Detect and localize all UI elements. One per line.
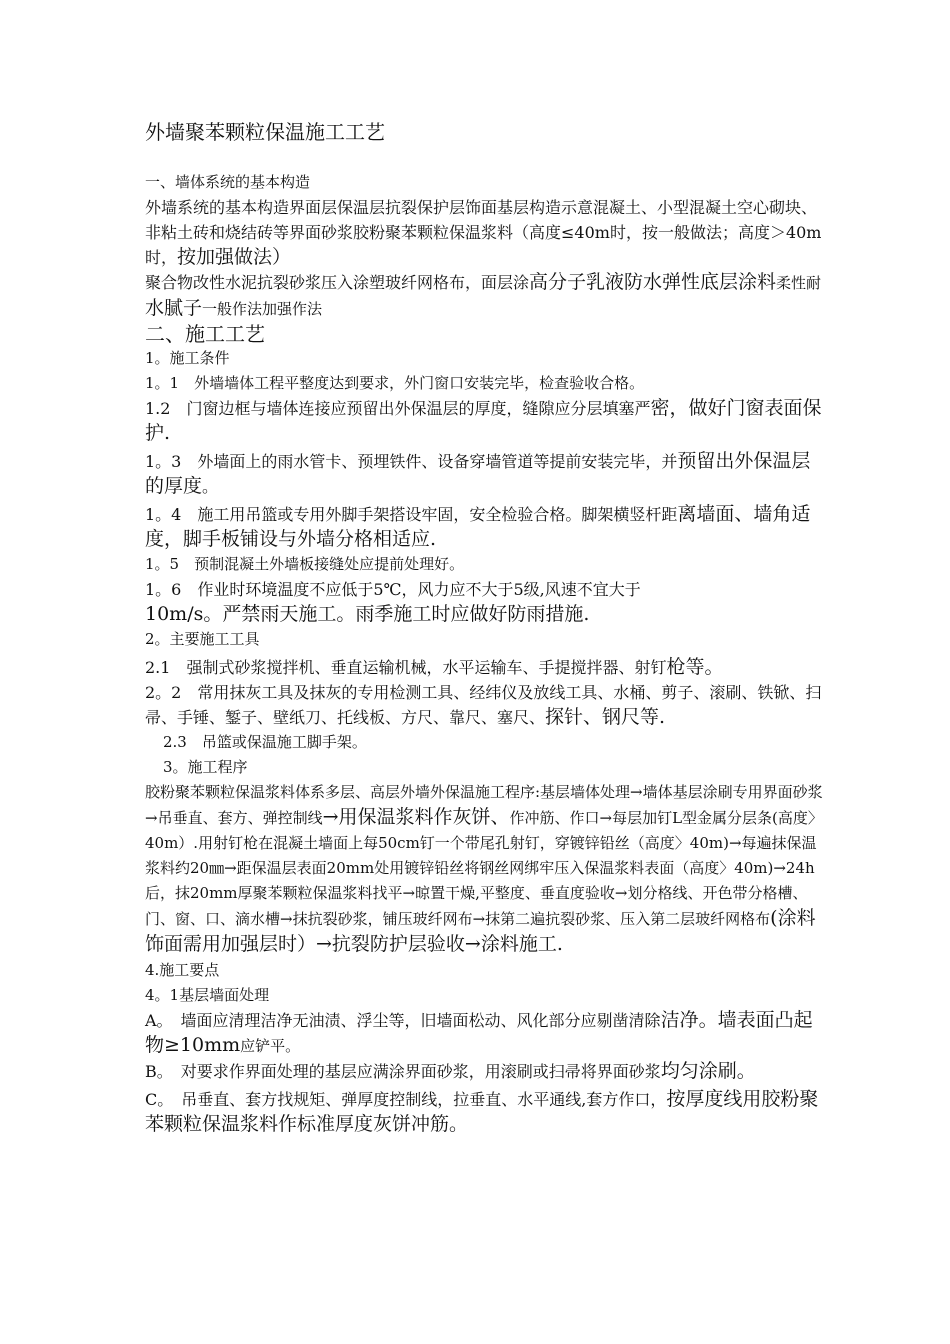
item-1-4: 1。4 施工用吊篮或专用外脚手架搭设牢固，安全检验合格。脚架横竖杆距离墙面、墙角适度，脚手板铺设与外墙分格相适应. — [145, 503, 811, 550]
subsection-2-heading: 2。主要施工工具 — [145, 630, 260, 648]
document-page — [145, 118, 825, 1137]
item-2-2: 2。2 常用抹灰工具及抹灰的专用检测工具、经纬仪及放线工具、水桶、剪子、滚刷、铁锨、扫帚、手锤、錾子、壁纸刀、托线板、方尺、靠尺、塞尺、探针、钢尺等. — [145, 683, 822, 728]
section-1-heading: 一、墙体系统的基本构造 — [145, 173, 311, 191]
section-1-paragraph-1: 外墙系统的基本构造界面层保温层抗裂保护层饰面基层构造示意混凝土、小型混凝土空心砌块、非粘土砖和烧结砖等界面砂浆胶粉聚苯颗粒保温浆料（高度≤40m时，按一般做法；高度＞40m时，按加强做法） — [145, 198, 822, 268]
item-b: B。 对要求作界面处理的基层应满涂界面砂浆，用滚刷或扫帚将界面砂浆均匀涂刷。 — [145, 1060, 756, 1082]
item-1-6: 1。6 作业时环境温度不应低于5℃，风力应不大于5级,风速不宜大于 10m/s。严禁雨天施工。雨季施工时应做好防雨措施. — [145, 580, 641, 625]
item-c: C。 吊垂直、套方找规矩、弹厚度控制线，拉垂直、水平通线,套方作口，按厚度线用胶粉聚苯颗粒保温浆料作标准厚度灰饼冲筋。 — [145, 1088, 819, 1135]
procedure-paragraph: 胶粉聚苯颗粒保温浆料体系多层、高层外墙外保温施工程序:基层墙体处理→墙体基层涂刷专用界面砂浆→吊垂直、套方、弹控制线→用保温浆料作灰饼、作冲筋、作口→每层加钉L型金属分层条(高度〉40m）.用射钉枪在混凝土墙面上每50cm钉一个带尾孔射钉，穿镀锌铅丝（高度〉40m)→每遍抹保温浆料约20㎜→距保温层表面20mm处用镀锌铅丝将钢丝网绑牢压入保温浆料表面（高度〉40m)→24h后，抹20mm厚聚苯颗粒保温浆料找平→晾置干燥,平整度、垂直度验收→划分格线、开色带分格槽、门、窗、口、滴水槽→抹抗裂砂浆，铺压玻纤网布→抹第二遍抗裂砂浆、压入第二层玻纤网格布(涂料饰面需用加强层时）→抗裂防护层验收→涂料施工. — [145, 783, 823, 955]
subsection-1-heading: 1。施工条件 — [145, 349, 230, 367]
item-1-3: 1。3 外墙面上的雨水管卡、预埋铁件、设备穿墙管道等提前安装完毕，并预留出外保温层的厚度。 — [145, 450, 811, 497]
item-2-3: 2.3 吊篮或保温施工脚手架。 — [163, 733, 367, 751]
item-1-5: 1。5 预制混凝土外墙板接缝处应提前处理好。 — [145, 555, 465, 573]
subsection-4-1-heading: 4。1基层墙面处理 — [145, 986, 270, 1004]
section-1-paragraph-2: 聚合物改性水泥抗裂砂浆压入涂塑玻纤网格布，面层涂高分子乳液防水弹性底层涂料柔性耐水腻子一般作法加强作法 — [145, 271, 822, 319]
item-1-2: 1.2 门窗边框与墙体连接应预留出外保温层的厚度，缝隙应分层填塞严密，做好门窗表面保护. — [145, 397, 822, 444]
document-title: 外墙聚苯颗粒保温施工工艺 — [145, 120, 385, 144]
item-2-1: 2.1 强制式砂浆搅拌机、垂直运输机械，水平运输车、手提搅拌器、射钉枪等。 — [145, 656, 724, 678]
section-2-heading: 二、施工工艺 — [145, 322, 265, 346]
item-a: A。 墙面应清理洁净无油渍、浮尘等，旧墙面松动、风化部分应剔凿清除洁净。墙表面凸起物≥10mm应铲平。 — [145, 1009, 813, 1056]
item-1-1: 1。1 外墙墙体工程平整度达到要求，外门窗口安装完毕，检查验收合格。 — [145, 374, 645, 392]
subsection-3-heading: 3。施工程序 — [163, 758, 248, 776]
subsection-4-heading: 4.施工要点 — [145, 961, 220, 979]
